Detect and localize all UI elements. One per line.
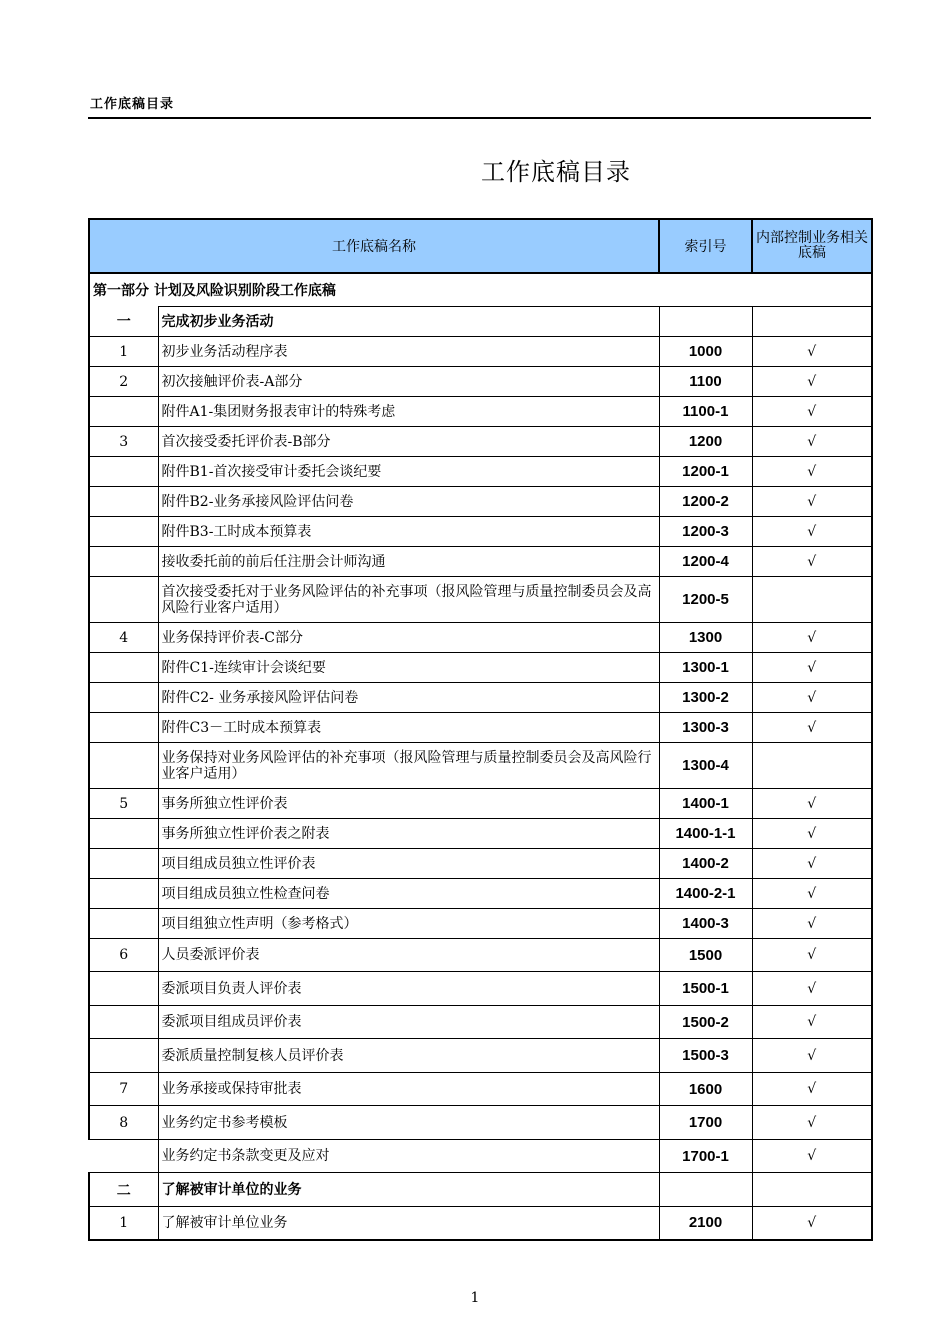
table-row [89,427,872,457]
row-ic-mark: √ [752,909,872,939]
row-index: 1300 [659,623,752,653]
table-row [89,487,872,517]
running-header: 工作底稿目录 [90,97,175,112]
row-ic-mark: √ [752,879,872,909]
row-number: 8 [89,1106,158,1140]
row-ic-mark: √ [752,1140,872,1173]
row-name: 业务保持评价表-C部分 [158,623,659,653]
table-row [89,1039,872,1073]
row-index [659,1173,752,1207]
page-number: 1 [470,1290,480,1306]
row-ic-mark [752,577,872,623]
column-header-ic: 内部控制业务相关底稿 [752,219,872,273]
row-name: 人员委派评价表 [158,939,659,972]
row-name: 接收委托前的前后任注册会计师沟通 [158,547,659,577]
table-row [89,743,872,789]
row-ic-mark: √ [752,789,872,819]
row-number: 1 [89,1207,158,1240]
row-number [89,683,158,713]
row-name: 附件A1-集团财务报表审计的特殊考虑 [158,397,659,427]
table-row [89,337,872,367]
row-name: 业务承接或保持审批表 [158,1073,659,1106]
table-row [89,849,872,879]
row-number [89,713,158,743]
row-name: 首次接受委托对于业务风险评估的补充事项（报风险管理与质量控制委员会及高风险行业客户适用） [158,577,659,623]
row-number: 一 [89,307,158,337]
row-index: 1200-2 [659,487,752,517]
row-name: 事务所独立性评价表 [158,789,659,819]
row-number [89,397,158,427]
group-row [89,307,872,337]
row-name: 初步业务活动程序表 [158,337,659,367]
row-ic-mark [752,1173,872,1207]
row-name: 业务约定书参考模板 [158,1106,659,1140]
row-number: 4 [89,623,158,653]
row-name: 附件C1-连续审计会谈纪要 [158,653,659,683]
table-header-row [89,219,872,273]
row-ic-mark: √ [752,547,872,577]
row-name: 附件B2-业务承接风险评估问卷 [158,487,659,517]
row-name: 项目组独立性声明（参考格式） [158,909,659,939]
row-index: 1100 [659,367,752,397]
row-ic-mark: √ [752,367,872,397]
row-number [89,547,158,577]
row-number [89,517,158,547]
table-row [89,397,872,427]
row-name: 首次接受委托评价表-B部分 [158,427,659,457]
table-row [89,879,872,909]
row-number: 6 [89,939,158,972]
table-row [89,517,872,547]
row-ic-mark [752,307,872,337]
row-ic-mark: √ [752,457,872,487]
row-index: 1200-1 [659,457,752,487]
row-number: 2 [89,367,158,397]
row-number [89,909,158,939]
row-number [89,819,158,849]
table-row [89,909,872,939]
row-name: 完成初步业务活动 [158,307,659,337]
row-name: 附件B1-首次接受审计委托会谈纪要 [158,457,659,487]
row-index: 1000 [659,337,752,367]
row-number: 7 [89,1073,158,1106]
group-row [89,1173,872,1207]
row-index: 2100 [659,1207,752,1240]
row-name: 附件C2- 业务承接风险评估问卷 [158,683,659,713]
row-index: 1300-2 [659,683,752,713]
row-name: 委派项目组成员评价表 [158,1006,659,1039]
row-index: 1300-3 [659,713,752,743]
row-index: 1700-1 [659,1140,752,1173]
row-index: 1700 [659,1106,752,1140]
row-number [89,457,158,487]
row-index [659,307,752,337]
row-index: 1400-3 [659,909,752,939]
row-index: 1300-4 [659,743,752,789]
row-number: 3 [89,427,158,457]
row-ic-mark [752,743,872,789]
row-name: 了解被审计单位业务 [158,1207,659,1240]
row-ic-mark: √ [752,713,872,743]
row-number [89,653,158,683]
row-name: 了解被审计单位的业务 [158,1173,659,1207]
row-index: 1200-4 [659,547,752,577]
row-number [89,1006,158,1039]
row-name: 业务保持对业务风险评估的补充事项（报风险管理与质量控制委员会及高风险行业客户适用） [158,743,659,789]
row-ic-mark: √ [752,1039,872,1073]
row-index: 1200 [659,427,752,457]
row-ic-mark: √ [752,653,872,683]
row-number [89,743,158,789]
header-rule [88,117,871,119]
row-ic-mark: √ [752,337,872,367]
table-row [89,1140,872,1173]
table-row [89,1073,872,1106]
row-index: 1100-1 [659,397,752,427]
table-row [89,683,872,713]
row-ic-mark: √ [752,1006,872,1039]
table-row [89,1006,872,1039]
row-ic-mark: √ [752,427,872,457]
row-index: 1200-5 [659,577,752,623]
row-number [89,1140,158,1173]
row-index: 1300-1 [659,653,752,683]
table-row [89,457,872,487]
table-row [89,972,872,1006]
row-number: 5 [89,789,158,819]
row-index: 1400-2 [659,849,752,879]
row-ic-mark: √ [752,819,872,849]
toc-table [88,218,873,1241]
table-row [89,577,872,623]
row-index: 1400-2-1 [659,879,752,909]
table-row [89,367,872,397]
row-index: 1500 [659,939,752,972]
row-number: 1 [89,337,158,367]
row-name: 事务所独立性评价表之附表 [158,819,659,849]
section-title: 第一部分 计划及风险识别阶段工作底稿 [89,273,872,307]
table-row [89,789,872,819]
row-name: 项目组成员独立性评价表 [158,849,659,879]
row-index: 1500-2 [659,1006,752,1039]
row-number: 二 [89,1173,158,1207]
table-row [89,1106,872,1140]
row-ic-mark: √ [752,1106,872,1140]
row-ic-mark: √ [752,972,872,1006]
row-index: 1400-1 [659,789,752,819]
row-name: 附件B3-工时成本预算表 [158,517,659,547]
row-index: 1400-1-1 [659,819,752,849]
column-header-index: 索引号 [659,219,752,273]
row-number [89,849,158,879]
row-ic-mark: √ [752,1207,872,1240]
row-ic-mark: √ [752,683,872,713]
table-row [89,623,872,653]
row-index: 1200-3 [659,517,752,547]
row-ic-mark: √ [752,487,872,517]
row-name: 业务约定书条款变更及应对 [158,1140,659,1173]
row-index: 1500-1 [659,972,752,1006]
table-row [89,547,872,577]
row-number [89,972,158,1006]
table-row [89,819,872,849]
row-name: 项目组成员独立性检查问卷 [158,879,659,909]
row-ic-mark: √ [752,939,872,972]
table-row [89,1207,872,1240]
row-name: 委派项目负责人评价表 [158,972,659,1006]
row-index: 1600 [659,1073,752,1106]
row-name: 初次接触评价表-A部分 [158,367,659,397]
row-number [89,1039,158,1073]
row-ic-mark: √ [752,623,872,653]
row-name: 附件C3－工时成本预算表 [158,713,659,743]
row-number [89,487,158,517]
table-row [89,939,872,972]
section-row [89,273,872,307]
page-title: 工作底稿目录 [481,158,631,186]
table-row [89,653,872,683]
row-ic-mark: √ [752,397,872,427]
row-number [89,879,158,909]
row-ic-mark: √ [752,849,872,879]
row-ic-mark: √ [752,1073,872,1106]
table-row [89,713,872,743]
row-ic-mark: √ [752,517,872,547]
column-header-name: 工作底稿名称 [89,219,659,273]
row-number [89,577,158,623]
row-name: 委派质量控制复核人员评价表 [158,1039,659,1073]
row-index: 1500-3 [659,1039,752,1073]
